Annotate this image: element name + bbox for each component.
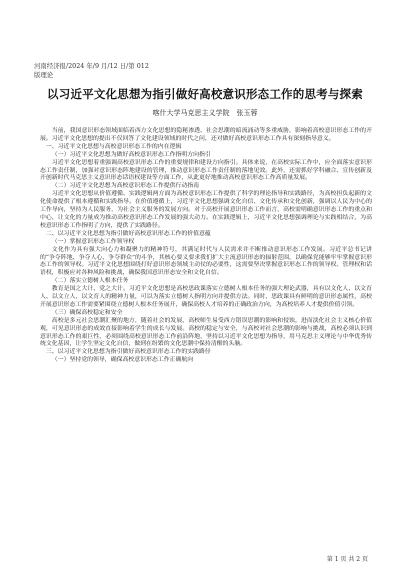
body-paragraph: 习近平文化思想着重强调高校意识形态工作的重要规律和建设方向指引。具体来说，在高校实际工作中，应全面落实意识形态工作责任制，加强对意识形态阵地建设的管理，推动意识形态工作责任制的落地见效。此外，还需抓好学科融合、宣传创新及开创新时代马克思主义意识形态话语权建设等方面工作，从此更好地推动高校意识形态工作高质量发展。: [40, 159, 372, 182]
section-heading: 二、以习近平文化思想为指引做好高校意识形态工作的价值意蕴: [45, 230, 211, 237]
section-heading: （一）掌握意识形态工作领导权: [51, 238, 135, 245]
section-heading: （二）习近平文化思想为高校意识形态工作提供行动指南: [51, 183, 200, 190]
body-paragraph: 文化作为具有强大向心力和凝聚力的精神符号，其满足时代与人民需求并不断推动意识形态工作发展。习近平总书记讲的“争夺阵地、争夺人心、争夺群众”的斗争，其核心要义要求我们扩大主流意识形态的辐射范围，以确保党能够牢牢掌握意识形态工作的领导权。习近平文化思想围绕打好意识形态领域主动仗的必要性，这需要坚决掌握意识形态工作的领导权、管理权和话语权，积极应对各种风险和挑战，确保我国意识形态安全和文化自信。: [40, 246, 372, 277]
body-paragraph: 当前，我国意识形态领域面临着西方文化思想的隐秘渗透、社会思潮的暗流涌动等多重威胁，影响着高校意识形态工作的开展。习近平文化思想的提出不仅回答了文化建设领域的时代之问，还对做好高校意识形态工作具有深刻指导意义。: [40, 128, 372, 142]
section-heading: （一）坚持党的领导，确保高校意识形态工作正确航向: [51, 357, 194, 364]
article-body: [40, 128, 372, 365]
header-line-2: 版理论: [34, 71, 54, 79]
body-paragraph: 高校是多元社会思潮汇聚的地方，随着社会的发展，高校师生易受西方错误思潮的影响和侵蚀，进而淡化社会主义核心价值观，可见意识形态的成效直接影响着学生的成长与发展。高校的稳定与安全，与高校对社会思潮的影响与挑战，高校必须认识到意识形态工作的艰巨性，必须围绕高校意识形态工作前沿阵地，坚持以习近平文化思想为指导，用马克思主义理论与中华优秀传统文化基因，让学生坚定文化自信，做到在纷繁的文化思潮中保持清醒的头脑。: [40, 317, 372, 348]
header-line-1: 河南经济报/2024 年/9 月/12 日/第 012: [34, 62, 149, 70]
page-number: 第 1 页 共 2 页: [326, 556, 368, 563]
article-title: 以习近平文化思想为指引做好高校意识形态工作的思考与探索: [47, 87, 363, 101]
section-heading: 三、以习近平文化思想为指引做好高校意识形态工作的实践路径: [45, 349, 211, 356]
document-header: [34, 62, 149, 80]
section-heading: 一、习近平文化思想与高校意识形态工作的内在逻辑: [45, 143, 182, 150]
article-author: 喀什大学马克思主义学院 张玉蓉: [152, 109, 258, 117]
section-heading: （二）落实立德树人根本任务: [51, 278, 129, 285]
section-heading: （三）确保高校稳定和安全: [51, 309, 123, 316]
body-paragraph: 习近平文化思想从价值遵循、实践逻辑两方面为高校意识形态工作提供了科学的理论指导和实践路径，为高校担负起新的文化使命提供了根本遵循和实践指导。在价值遵循上，习近平文化思想强调文化自信、文化传承和文化创新，强调以人民为中心的工作导向，坚持为人民服务，为社会主义服务的发展方向。对于高校开展意识形态工作而言，高校需明确意识形态工作的重点和中心，让文化的力量成为推动高校意识形态工作发展的强大动力。在实践逻辑上，习近平文化思想强调理论与实践相结合，为高校意识形态工作指明了方向，提供了实践路径。: [40, 191, 372, 229]
body-paragraph: 教育是国之大计、党之大计。习近平文化思想是高校思政课落实立德树人根本任务的强大理论武器，具有以文化人、以文育人、以文立人，以文育人的精神力量，可以为落实立德树人指明方向并提供方法。同时，思政课具有鲜明的意识形态属性，高校开展意识形态工作需要紧围绕立德树人根本任务展开，确保高校人才培养的正确政治方向，为高校培养人才提供价值引领。: [40, 286, 372, 308]
section-heading: （一）习近平文化思想为做好高校意识形态工作指明方向指引: [51, 151, 211, 158]
